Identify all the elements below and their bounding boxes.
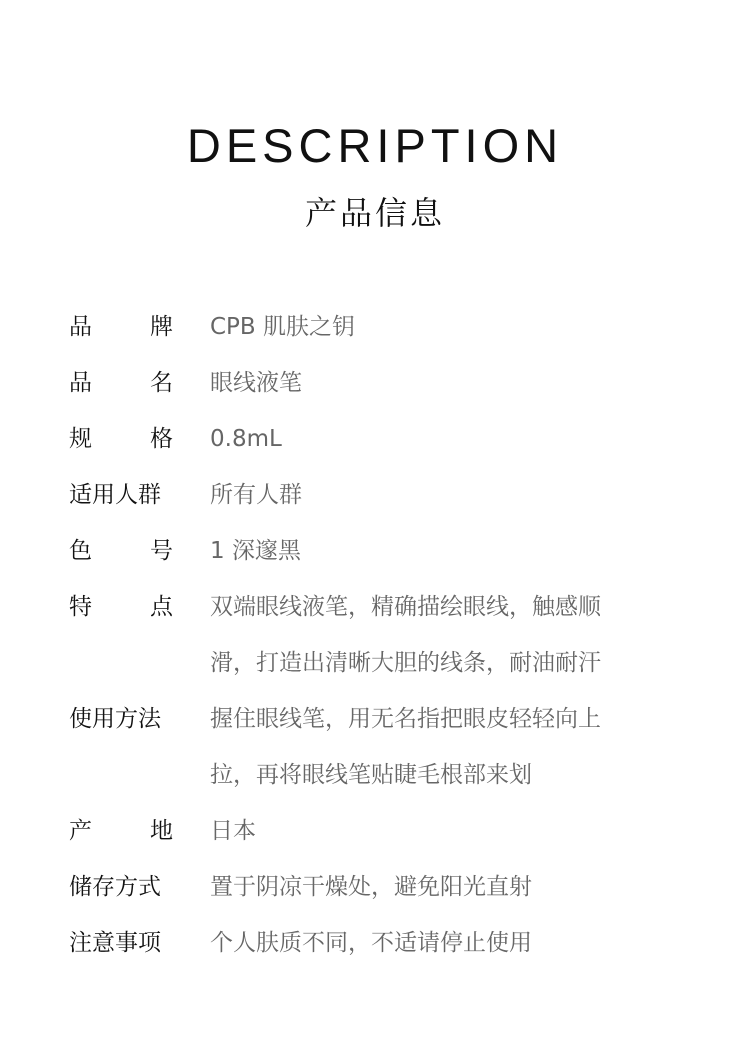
spec-label <box>69 691 173 747</box>
spec-label-part: 品 <box>69 370 92 396</box>
spec-label-part: 点 <box>150 594 173 620</box>
spec-value-line: 置于阴凉干燥处，避免阳光直射 <box>210 874 532 900</box>
spec-value-line: 双端眼线液笔，精确描绘眼线，触感顺 <box>210 594 601 620</box>
spec-value-line: 日本 <box>210 818 256 844</box>
spec-row-size <box>69 411 689 467</box>
spec-value <box>210 859 670 915</box>
spec-value <box>210 691 670 803</box>
spec-value <box>210 523 670 579</box>
spec-row-shade <box>69 523 689 579</box>
spec-label-part: 名 <box>150 370 173 396</box>
spec-row-origin <box>69 803 689 859</box>
spec-label-part: 适用人群 <box>69 482 161 508</box>
spec-value <box>210 467 670 523</box>
spec-label-part: 色 <box>69 538 92 564</box>
spec-label <box>69 915 173 971</box>
spec-value-line: 所有人群 <box>210 482 302 508</box>
spec-value <box>210 355 670 411</box>
spec-list <box>69 299 689 971</box>
spec-label <box>69 299 173 355</box>
spec-label-part: 特 <box>69 594 92 620</box>
spec-row-product-name <box>69 355 689 411</box>
spec-label-part: 储存方式 <box>69 874 161 900</box>
spec-row-usage <box>69 691 689 803</box>
spec-label-part: 号 <box>150 538 173 564</box>
spec-label-part: 使用方法 <box>69 706 161 732</box>
spec-value-line: 0.8mL <box>210 426 282 452</box>
spec-row-target-users <box>69 467 689 523</box>
spec-row-brand <box>69 299 689 355</box>
spec-label <box>69 523 173 579</box>
spec-label-part: 品 <box>69 314 92 340</box>
spec-value <box>210 915 670 971</box>
spec-value-line: CPB 肌肤之钥 <box>210 314 356 340</box>
spec-label <box>69 803 173 859</box>
spec-label-part: 产 <box>69 818 92 844</box>
spec-label <box>69 355 173 411</box>
spec-label <box>69 467 173 523</box>
spec-label-part: 注意事项 <box>69 930 161 956</box>
title-english: DESCRIPTION <box>186 119 564 172</box>
spec-value-line: 眼线液笔 <box>210 370 302 396</box>
spec-label <box>69 859 173 915</box>
spec-label <box>69 411 173 467</box>
spec-label-part: 规 <box>69 426 92 452</box>
spec-value-line: 滑，打造出清晰大胆的线条，耐油耐汗 <box>210 650 601 676</box>
title-chinese: 产品信息 <box>304 194 445 232</box>
spec-value-line: 握住眼线笔，用无名指把眼皮轻轻向上 <box>210 706 601 732</box>
spec-value <box>210 579 670 691</box>
spec-label-part: 牌 <box>150 314 173 340</box>
spec-value <box>210 803 670 859</box>
spec-label-part: 格 <box>150 426 173 452</box>
spec-value <box>210 299 670 355</box>
spec-row-notes <box>69 915 689 971</box>
spec-row-storage <box>69 859 689 915</box>
spec-row-features <box>69 579 689 691</box>
spec-value-line: 拉，再将眼线笔贴睫毛根部来划 <box>210 762 532 788</box>
spec-label <box>69 579 173 635</box>
spec-value <box>210 411 670 467</box>
spec-value-line: 个人肤质不同，不适请停止使用 <box>210 930 532 956</box>
spec-value-line: 1 深邃黑 <box>210 538 301 564</box>
spec-label-part: 地 <box>150 818 173 844</box>
